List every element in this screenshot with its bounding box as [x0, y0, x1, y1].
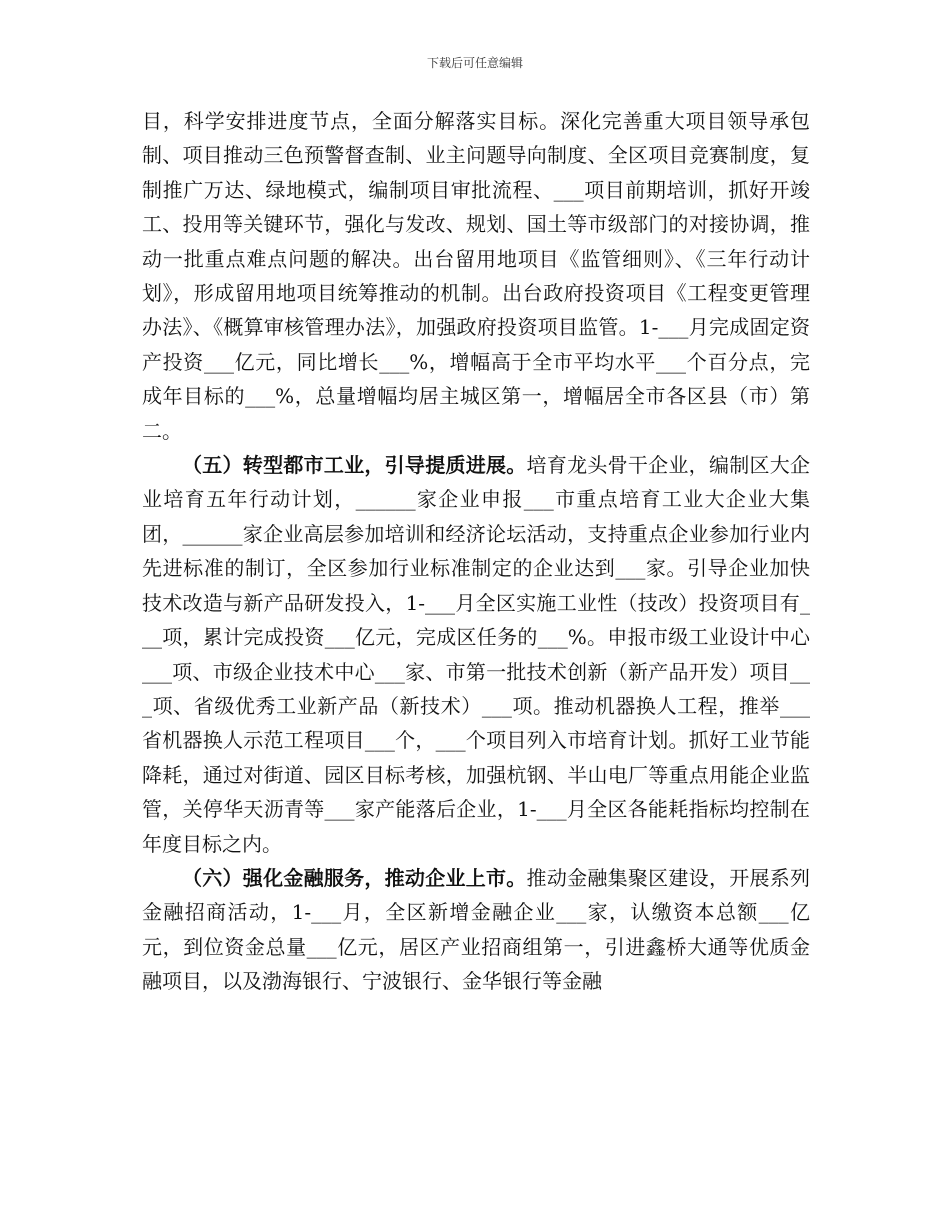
- paragraph-text: 推动金融集聚区建设，开展系列金融招商活动，1-___月，全区新增金融企业___家，认缴资本总额___亿元，到位资金总量___亿元，居区产业招商组第一，引进鑫桥大通等优质金融项目，以及渤海银行、宁波银行、金华银行等金融: [142, 865, 811, 994]
- document-body: [142, 104, 810, 999]
- paragraph-text: 培育龙头骨干企业，编制区大企业培育五年行动计划，______家企业申报___市重点培育工业大企业大集团，______家企业高层参加培训和经济论坛活动，支持重点企业参加行业内先进标准的制订，全区参加行业标准制定的企业达到___家。引导企业加快技术改造与新产品研发投入，1-___月全区实施工业性（技改）投资项目有___项，累计完成投资___亿元，完成区任务的___%。申报市级工业设计中心___项、市级企业技术中心___家、市第一批技术创新（新产品开发）项目___项、省级优秀工业新产品（新技术）___项。推动机器换人工程，推举___省机器换人示范工程项目___个，___个项目列入市培育计划。抓好工业节能降耗，通过对街道、园区目标考核，加强杭钢、半山电厂等重点用能企业监管，关停华天沥青等___家产能落后企业，1-___月全区各能耗指标均控制在年度目标之内。: [142, 453, 811, 856]
- paragraph-text: 目，科学安排进度节点，全面分解落实目标。深化完善重大项目领导承包制、项目推动三色预警督查制、业主问题导向制度、全区项目竞赛制度，复制推广万达、绿地模式，编制项目审批流程、___项目前期培训，抓好开竣工、投用等关键环节，强化与发改、规划、国土等市级部门的对接协调，推动一批重点难点问题的解决。出台留用地项目《监管细则》、《三年行动计划》，形成留用地项目统筹推动的机制。出台政府投资项目《工程变更管理办法》、《概算审核管理办法》，加强政府投资项目监管。1-___月完成固定资产投资___亿元，同比增长___%，增幅高于全市平均水平___个百分点，完成年目标的___%，总量增幅均居主城区第一，增幅居全市各区县（市）第二。: [142, 109, 810, 443]
- paragraph-section-6: [142, 861, 810, 999]
- section-heading: （五）转型都市工业，引导提质进展。: [182, 453, 527, 478]
- paragraph-section-5: [142, 448, 810, 861]
- section-heading: （六）强化金融服务，推动企业上市。: [182, 865, 527, 890]
- page-header: 下载后可任意编辑: [426, 56, 523, 70]
- paragraph-continuation: [142, 104, 810, 448]
